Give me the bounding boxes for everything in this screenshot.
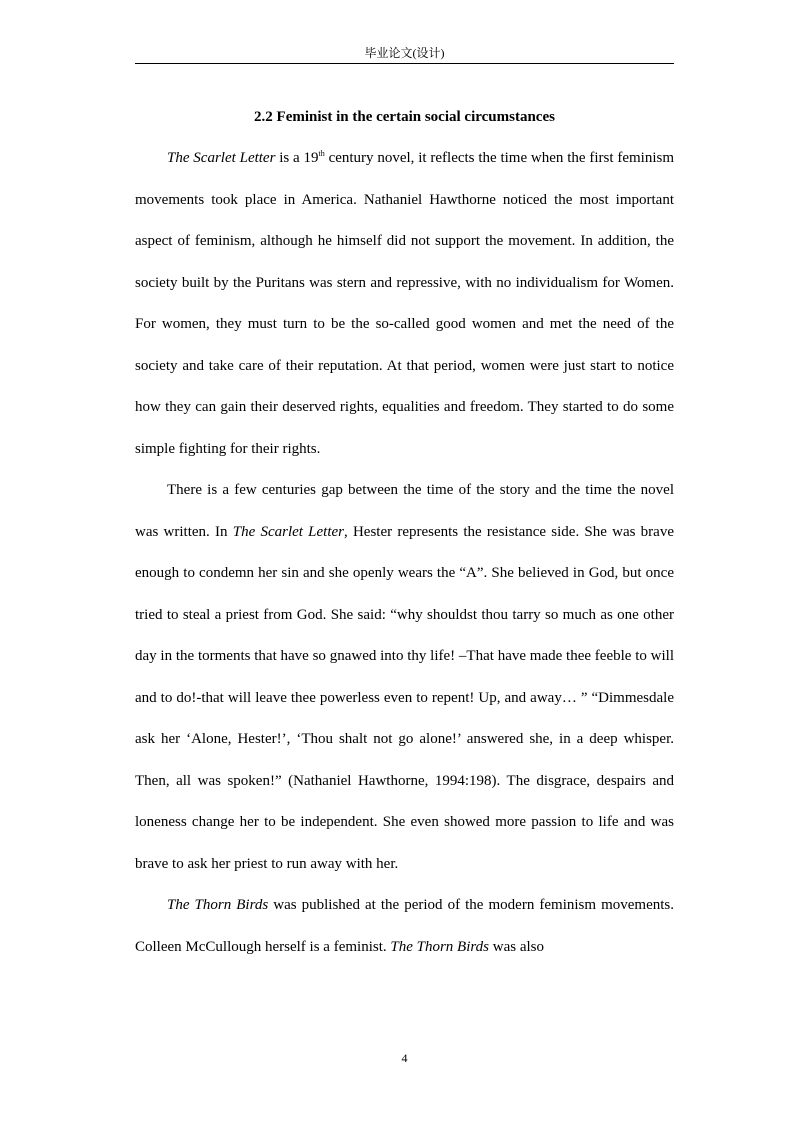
book-title: The Scarlet Letter xyxy=(167,150,276,166)
paragraph-text: was also xyxy=(489,938,545,955)
paragraph-text: is a 19 xyxy=(275,150,319,166)
paragraph-text: There is a few centuries gap between the time of the story and the time the novel was written. In xyxy=(135,482,674,540)
book-title: The Scarlet Letter xyxy=(232,523,344,540)
body-text xyxy=(135,138,674,968)
paragraph-2 xyxy=(135,470,674,885)
book-title: The Thorn Birds xyxy=(167,897,269,913)
header-title: 毕业论文(设计) xyxy=(364,46,445,60)
paragraph-text: century novel, it reflects the time when the first feminism movements took place in America. Nathaniel Hawthorne noticed the most important aspect of feminism, although he himself did not support the movement. In addition, the society built by the Puritans was stern and repressive, with no individualism for Women. For women, they must turn to be the so-called good women and met the need of the society and take care of their reputation. At that period, women were just start to notice how they can gain their deserved rights, equalities and freedom. They started to do some simple fighting for their rights. xyxy=(135,150,674,457)
book-title: The Thorn Birds xyxy=(390,938,490,955)
paragraph-text: was published at the period of the modern feminism movements. Colleen McCullough herself is a feminist. xyxy=(135,897,674,955)
ordinal-suffix: th xyxy=(318,149,325,158)
paragraph-text: , Hester represents the resistance side. She was brave enough to condemn her sin and she openly wears the “A”. She believed in God, but once tried to steal a priest from God. She said: “why shouldst thou tarry so much as one other day in the torments that have so gnawed into thy life! –That have made thee feeble to will and to do!-that will leave thee powerless even to repent! Up, and away… ” “Dimmesdale ask her ‘Alone, Hester!’, ‘Thou shalt not go alone!’ answered she, in a deep whisper. Then, all was spoken!” (Nathaniel Hawthorne, 1994:198). The disgrace, despairs and loneness change her to be independent. She even showed more passion to life and was brave to ask her priest to run away with her. xyxy=(135,523,674,872)
paragraph-3 xyxy=(135,885,674,968)
section-heading: 2.2 Feminist in the certain social circumstances xyxy=(254,109,555,125)
page-number: 4 xyxy=(401,1051,408,1065)
paragraph-1 xyxy=(135,138,674,470)
running-header xyxy=(135,44,674,64)
